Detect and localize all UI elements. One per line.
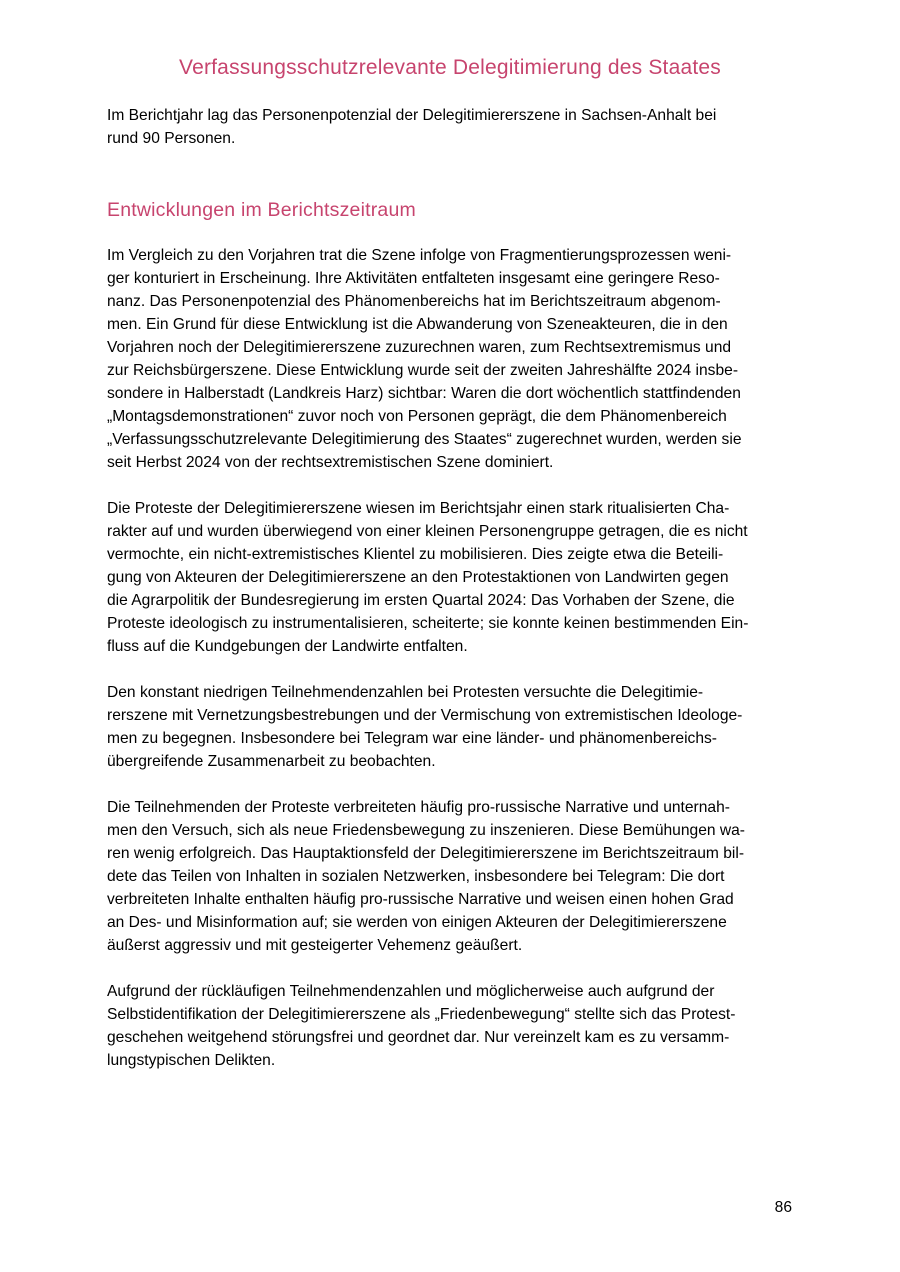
paragraph-networking: Den konstant niedrigen Teilnehmendenzahlen bei Protesten versuchte die Delegitimie- rerszene mit Vernetzungsbestrebungen und der Vermischung von extremistischen Ideologe- men zu begegnen. Insbesondere bei Telegram war eine länder- und phänomenbereichs- übergreifende Zusammenarbeit zu beobachten. xyxy=(107,684,743,770)
page-header-title: Verfassungsschutzrelevante Delegitimierung des Staates xyxy=(179,56,721,79)
paragraph-protest-conduct: Aufgrund der rückläufigen Teilnehmendenzahlen und möglicherweise auch aufgrund der Selbstidentifikation der Delegitimiererszene als „Friedenbewegung“ stellte sich das Protest- geschehen weitgehend störungsfrei und geordnet dar. Nur vereinzelt kam es zu versamm- lungstypischen Delikten. xyxy=(107,983,736,1069)
page-number: 86 xyxy=(774,1199,792,1216)
paragraph-narratives: Die Teilnehmenden der Proteste verbreiteten häufig pro-russische Narrative und unternah- men den Versuch, sich als neue Friedensbewegung zu inszenieren. Diese Bemühungen wa- ren wenig erfolgreich. Das Hauptaktionsfeld der Delegitimiererszene im Berichtszeitraum bil- dete das Teilen von Inhalten in sozialen Netzwerken, insbesondere bei Telegram: Die dort verbreiteten Inhalte enthalten häufig pro-russische Narrative und weisen einen hohen Grad an Des- und Misinformation auf; sie werden von einigen Akteuren der Delegitimiererszene äußerst aggressiv und mit gesteigerter Vehemenz geäußert. xyxy=(107,799,745,954)
section-heading: Entwicklungen im Berichtszeitraum xyxy=(107,199,416,221)
intro-paragraph: Im Berichtjahr lag das Personenpotenzial der Delegitimiererszene in Sachsen-Anhalt bei rund 90 Personen. xyxy=(107,107,717,147)
document-body xyxy=(107,104,793,1072)
paragraph-fragmentation: Im Vergleich zu den Vorjahren trat die Szene infolge von Fragmentierungsprozessen weni- ger konturiert in Erscheinung. Ihre Aktivitäten entfalteten insgesamt eine geringere Reso- nanz. Das Personenpotenzial des Phänomenbereichs hat im Berichtszeitraum abgenom- men. Ein Grund für diese Entwicklung ist die Abwanderung von Szeneakteuren, die in den Vorjahren noch der Delegitimiererszene zuzurechnen waren, zum Rechtsextremismus und zur Reichsbürgerszene. Diese Entwicklung wurde seit der zweiten Jahreshälfte 2024 insbe- sondere in Halberstadt (Landkreis Harz) sichtbar: Waren die dort wöchentlich stattfindenden „Montagsdemonstrationen“ zuvor noch von Personen geprägt, die dem Phänomenbereich „Verfassungsschutzrelevante Delegitimierung des Staates“ zugerechnet wurden, werden sie seit Herbst 2024 von der rechtsextremistischen Szene dominiert. xyxy=(107,247,742,471)
paragraph-protests: Die Proteste der Delegitimiererszene wiesen im Berichtsjahr einen stark ritualisierten Cha- rakter auf und wurden überwiegend von einer kleinen Personengruppe getragen, die es nicht vermochte, ein nicht-extremistisches Klientel zu mobilisieren. Dies zeigte etwa die Beteili- gung von Akteuren der Delegitimiererszene an den Protestaktionen von Landwirten gegen die Agrarpolitik der Bundesregierung im ersten Quartal 2024: Das Vorhaben der Szene, die Proteste ideologisch zu instrumentalisieren, scheiterte; sie konnte keinen bestimmenden Ein- fluss auf die Kundgebungen der Landwirte entfalten. xyxy=(107,500,749,655)
